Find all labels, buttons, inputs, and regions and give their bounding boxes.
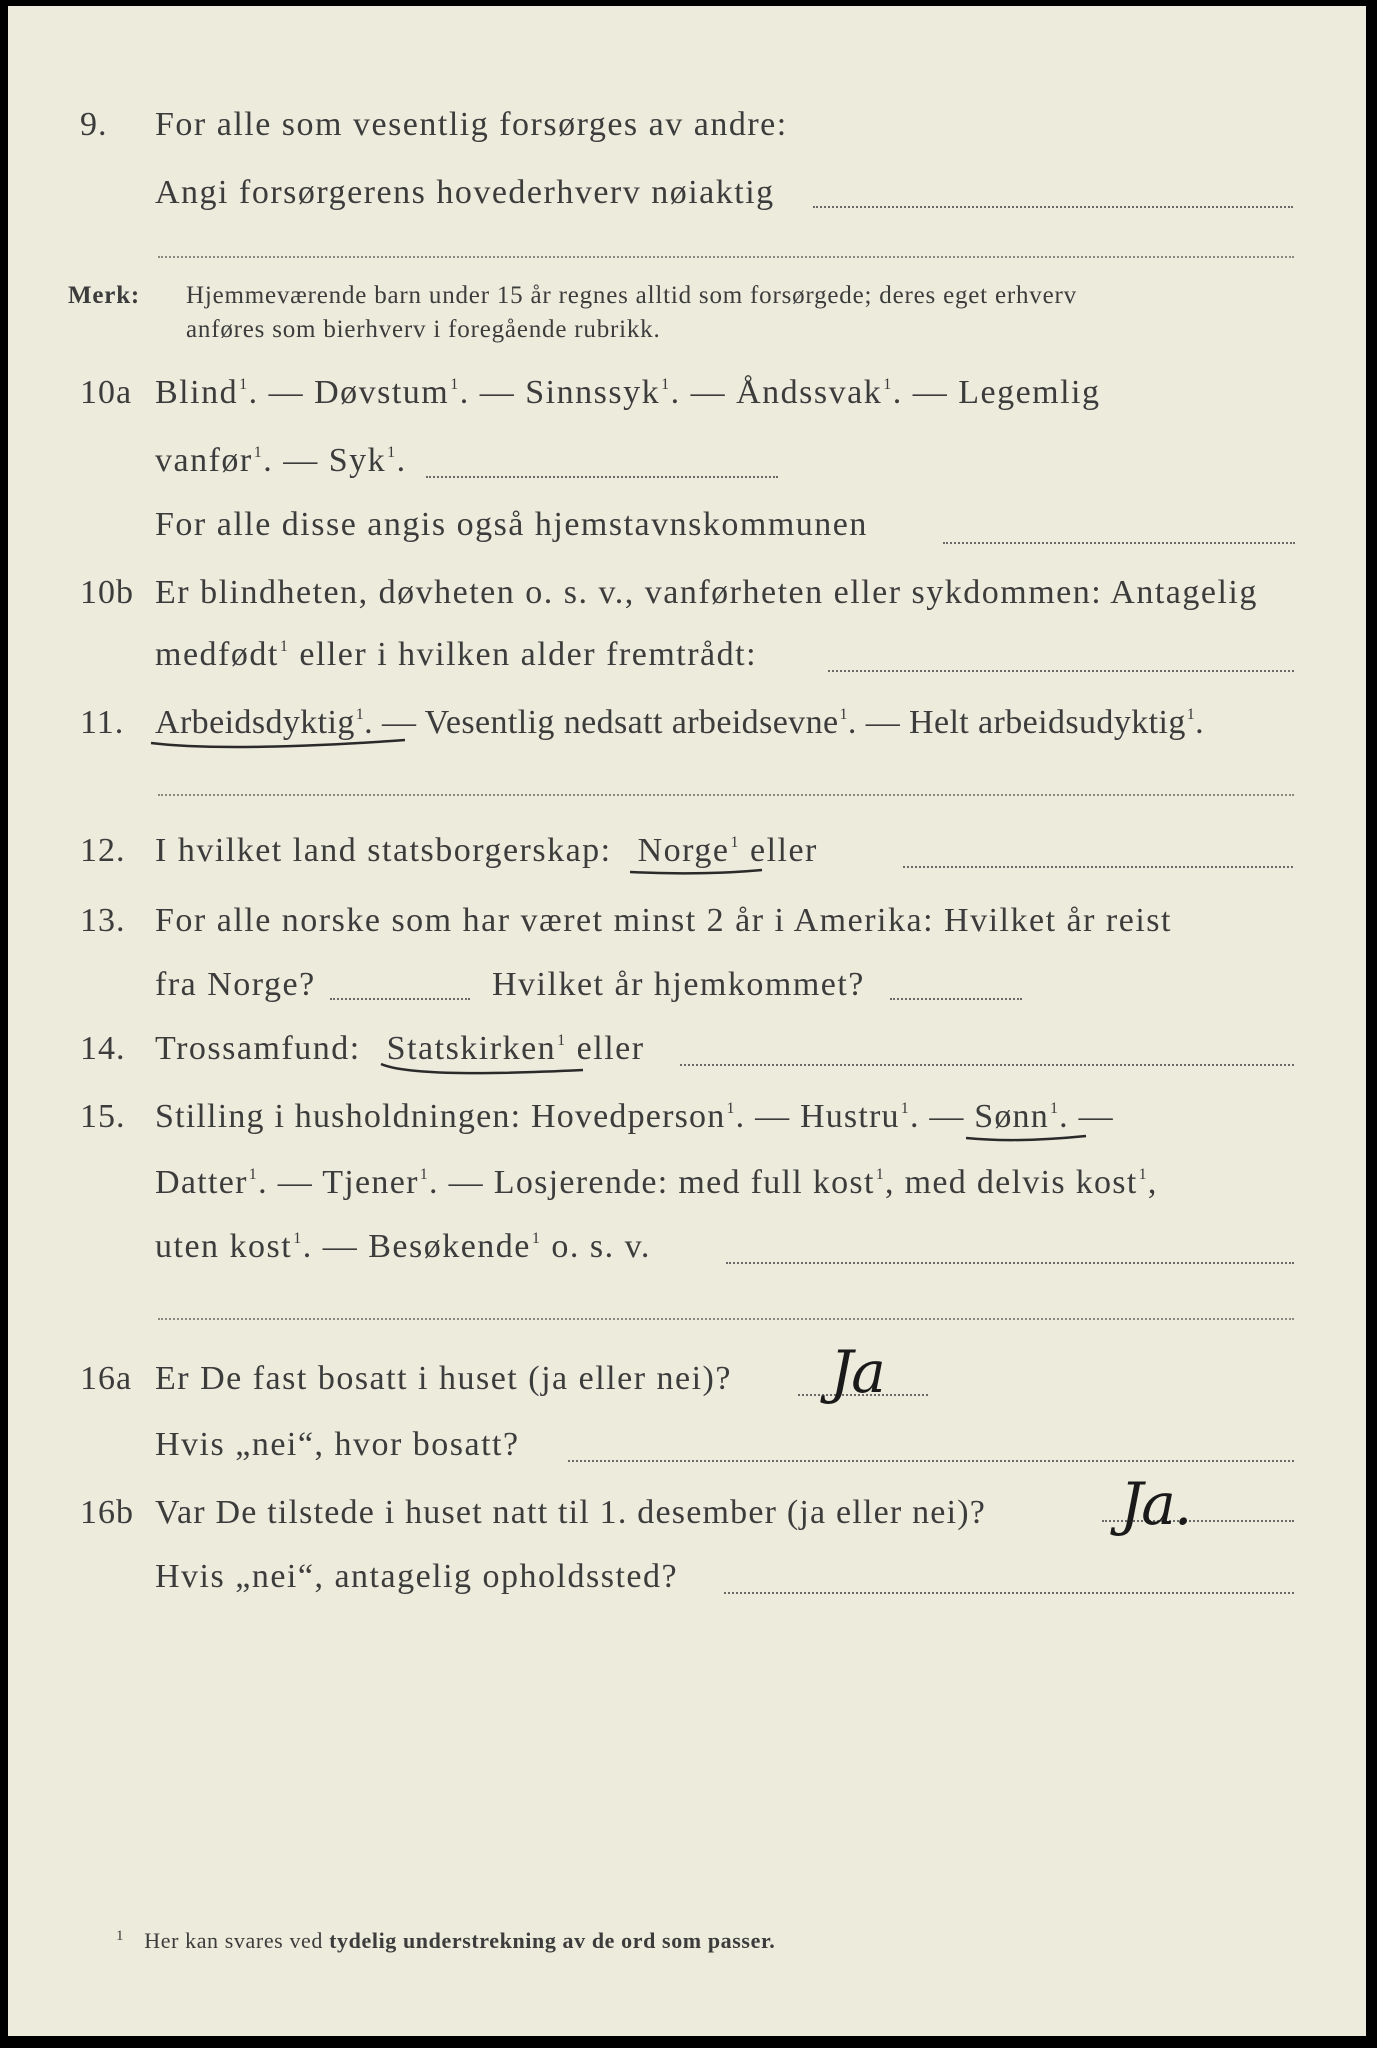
answer-line[interactable] [903, 866, 1293, 868]
question-number: 10a [80, 374, 133, 411]
note-text: anføres som bierhverv i foregående rubrikk. [186, 316, 661, 343]
answer-line[interactable] [158, 256, 1294, 258]
answer-line[interactable] [726, 1262, 1294, 1264]
question-text: uten kost$^1$. — Besøkende$^1$ o. s. v. [155, 1228, 651, 1265]
handwritten-answer: Ja. [1120, 1470, 1191, 1538]
question-text: fra Norge? [155, 966, 316, 1003]
question-text: Stilling i husholdningen: Hovedperson$^1$. — Hustru$^1$. — Sønn$^1$. — [155, 1098, 1114, 1136]
option-arbeidsdyktig-underlined[interactable]: Arbeidsdyktig$^1$. [155, 704, 373, 742]
question-text: Datter$^1$. — Tjener$^1$. — Losjerende: med full kost$^1$, med delvis kost$^1$, [155, 1164, 1158, 1201]
handwritten-answer: Ja [830, 1338, 884, 1406]
option-sonn-underlined[interactable]: Sønn$^1$. [974, 1098, 1069, 1136]
footnote-mark: 1 [116, 1928, 125, 1944]
question-text: Hvis „nei“, hvor bosatt? [155, 1426, 520, 1463]
question-number: 16b [80, 1494, 134, 1531]
hand-underline-mark [379, 1060, 589, 1080]
question-text: Hvilket år hjemkommet? [492, 966, 865, 1003]
hand-underline-mark [630, 862, 770, 882]
question-text: vanfør$^1$. — Syk$^1$. [155, 442, 407, 479]
footnote-text: Her kan svares ved [144, 1928, 324, 1953]
question-text: Blind$^1$. — Døvstum$^1$. — Sinnssyk$^1$. — Åndssvak$^1$. — Legemlig [155, 374, 1101, 411]
answer-line[interactable] [828, 670, 1294, 672]
question-number: 12. [80, 832, 126, 869]
question-text: Angi forsørgerens hovederhverv nøiaktig [155, 174, 775, 211]
answer-line[interactable] [890, 998, 1022, 1000]
answer-line[interactable] [158, 794, 1294, 796]
answer-line[interactable] [943, 542, 1295, 544]
answer-line[interactable] [680, 1064, 1294, 1066]
question-number: 9. [80, 106, 108, 143]
answer-line[interactable] [330, 998, 470, 1000]
question-text: Er blindheten, døvheten o. s. v., vanførheten eller sykdommen: Antagelig [155, 574, 1258, 611]
question-text: For alle som vesentlig forsørges av andre: [155, 106, 788, 143]
footnote-text-bold: tydelig understrekning av de ord som passer. [329, 1928, 776, 1953]
question-number: 13. [80, 902, 126, 939]
question-number: 10b [80, 574, 134, 611]
hand-underline-mark [147, 734, 411, 754]
question-text: Arbeidsdyktig$^1$. — Vesentlig nedsatt arbeidsevne$^1$. — Helt arbeidsudyktig$^1$. [155, 704, 1204, 742]
census-form-page [8, 6, 1366, 2036]
answer-line[interactable] [568, 1460, 1294, 1462]
question-number: 15. [80, 1098, 126, 1135]
question-text: Var De tilstede i huset natt til 1. desember (ja eller nei)? [155, 1494, 987, 1531]
answer-line[interactable] [813, 206, 1293, 208]
question-number: 11. [80, 704, 125, 741]
question-text: Trossamfund: Statskirken$^1$ eller [155, 1030, 645, 1068]
question-text: Hvis „nei“, antagelig opholdssted? [155, 1558, 679, 1595]
question-text: For alle disse angis også hjemstavnskommunen [155, 506, 868, 543]
option-norge-underlined[interactable]: Norge$^1$ [638, 832, 740, 870]
answer-line[interactable] [158, 1318, 1294, 1320]
question-number: 16a [80, 1360, 133, 1397]
question-text: I hvilket land statsborgerskap: Norge$^1$ eller [155, 832, 818, 870]
question-text: medfødt$^1$ eller i hvilken alder fremtrådt: [155, 636, 758, 673]
footnote [116, 1928, 775, 1954]
answer-line[interactable] [724, 1592, 1294, 1594]
question-text: Er De fast bosatt i huset (ja eller nei)? [155, 1360, 732, 1397]
note-label: Merk: [68, 282, 141, 309]
answer-line[interactable] [426, 476, 778, 478]
question-number: 14. [80, 1030, 126, 1067]
option-statskirken-underlined[interactable]: Statskirken$^1$ [387, 1030, 567, 1068]
hand-underline-mark [966, 1128, 1094, 1148]
question-text: For alle norske som har været minst 2 år i Amerika: Hvilket år reist [155, 902, 1172, 939]
note-text: Hjemmeværende barn under 15 år regnes alltid som forsørgede; deres eget erhverv [186, 282, 1077, 309]
